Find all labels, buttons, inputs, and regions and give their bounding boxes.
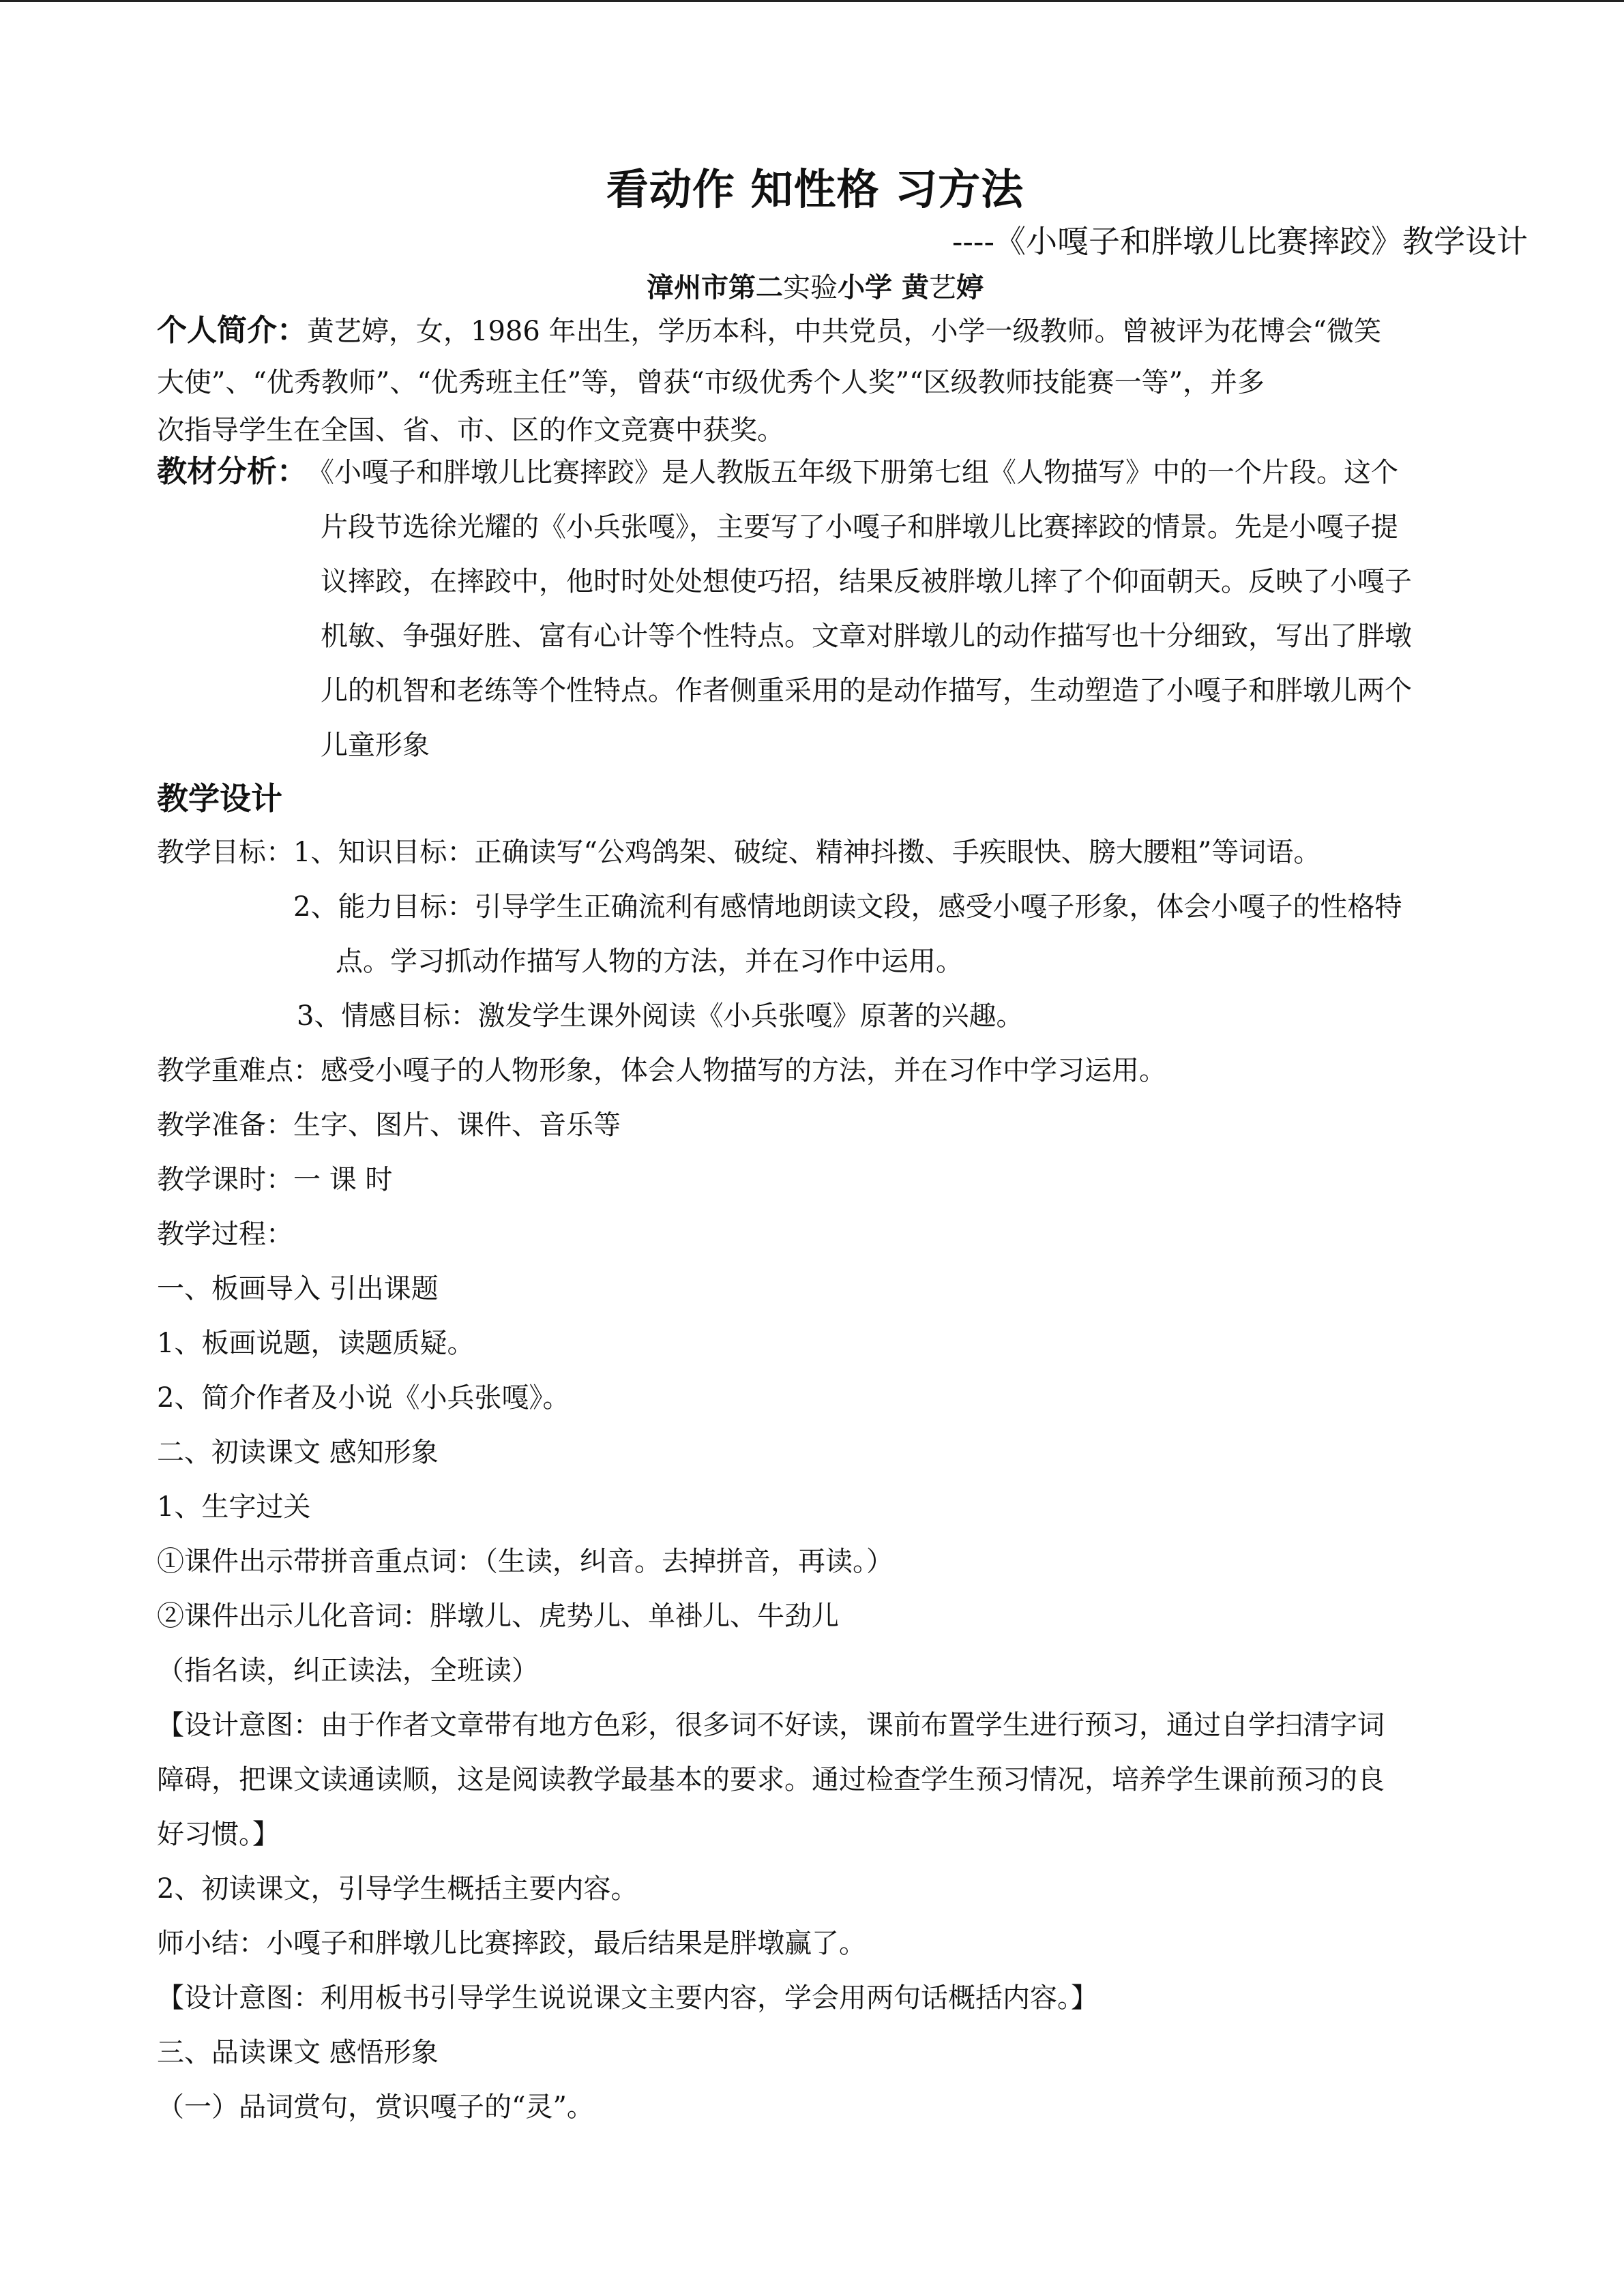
text-line: 【设计意图：利用板书引导学生说说课文主要内容，学会用两句话概括内容。】 — [157, 1982, 1098, 2014]
text-line: 教学重难点：感受小嘎子的人物形象，体会人物描写的方法，并在习作中学习运用。 — [157, 1055, 1166, 1086]
text-line: （指名读，纠正读法，全班读） — [157, 1655, 539, 1686]
design-heading: 教学设计 — [157, 780, 282, 817]
analysis-line: 机敏、争强好胜、富有心计等个性特点。文章对胖墩儿的动作描写也十分细致，写出了胖墩 — [321, 621, 1412, 652]
text-line: 1、生字过关 — [157, 1491, 311, 1523]
bio-section — [157, 303, 1473, 454]
text-line: 教学准备：生字、图片、课件、音乐等 — [157, 1109, 621, 1141]
analysis-line: 儿的机智和老练等个性特点。作者侧重采用的是动作描写，生动塑造了小嘎子和胖墩儿两个 — [321, 675, 1412, 706]
text-line: 三、品读课文 感悟形象 — [157, 2037, 439, 2068]
analysis-line: 片段节选徐光耀的《小兵张嘎》，主要写了小嘎子和胖墩儿比赛摔跤的情景。先是小嘎子提 — [321, 511, 1398, 543]
text-line: 教学课时：一 课 时 — [157, 1164, 393, 1195]
page-top-border — [0, 0, 1624, 2]
author-school-b: 实验 — [783, 272, 838, 303]
goal-line: 点。学习抓动作描写人物的方法，并在习作中运用。 — [336, 946, 963, 977]
text-line: ②课件出示儿化音词：胖墩儿、虎势儿、单褂儿、牛劲儿 — [157, 1600, 839, 1632]
author-name-b: 艺 — [928, 272, 956, 303]
analysis-line — [157, 445, 1473, 500]
text-line: 2、初读课文，引导学生概括主要内容。 — [157, 1873, 638, 1905]
text-line: 障碍，把课文读通读顺，这是阅读教学最基本的要求。通过检查学生预习情况，培养学生课前预习的良 — [157, 1764, 1385, 1795]
goal-line: 3、情感目标：激发学生课外阅读《小兵张嘎》原著的兴趣。 — [297, 1000, 1024, 1032]
text-line: 【设计意图：由于作者文章带有地方色彩，很多词不好读，课前布置学生进行预习，通过自学扫清字词 — [157, 1710, 1385, 1741]
author-name-c: 婷 — [956, 272, 984, 303]
text-line: （一）品词赏句，赏识嘎子的“灵”。 — [157, 2091, 594, 2123]
analysis-line: 儿童形象 — [321, 730, 430, 761]
goals-section — [157, 825, 1473, 1043]
text-line: 二、初读课文 感知形象 — [157, 1437, 439, 1468]
bio-line — [157, 303, 1473, 359]
text-line: 2、简介作者及小说《小兵张嘎》。 — [157, 1382, 570, 1414]
analysis-label: 教材分析： — [157, 454, 307, 489]
text-line: 教学过程： — [157, 1219, 293, 1250]
author-school-a: 漳州市第二 — [647, 272, 784, 303]
text-line: 一、板画导入 引出课题 — [157, 1273, 439, 1304]
text-line: 师小结：小嘎子和胖墩儿比赛摔跤，最后结果是胖墩赢了。 — [157, 1928, 866, 1959]
goal-line: 教学目标：1、知识目标：正确读写“公鸡鸽架、破绽、精神抖擞、手疾眼快、膀大腰粗”等词语。 — [157, 837, 1321, 868]
text-line: 好习惯。】 — [157, 1819, 280, 1850]
bio-text: 黄艺婷，女，1986 年出生，学历本科，中共党员，小学一级教师。曾被评为花博会“微笑 — [307, 316, 1381, 347]
text-line: ①课件出示带拼音重点词：（生读，纠音。去掉拼音，再读。） — [157, 1546, 894, 1577]
analysis-line: 议摔跤，在摔跤中，他时时处处想使巧招，结果反被胖墩儿摔了个仰面朝天。反映了小嘎子 — [321, 566, 1412, 597]
bio-label: 个人简介： — [157, 313, 307, 348]
bio-line: 大使”、“优秀教师”、“优秀班主任”等，曾获“市级优秀个人奖”“区级教师技能赛一等”，并多 — [157, 367, 1265, 398]
goal-line: 2、能力目标：引导学生正确流利有感情地朗读文段，感受小嘎子形象，体会小嘎子的性格特 — [293, 891, 1402, 923]
text-line: 1、板画说题，读题质疑。 — [157, 1328, 475, 1359]
bio-line: 次指导学生在全国、省、市、区的作文竞赛中获奖。 — [157, 415, 784, 446]
process-section — [157, 1043, 1473, 2134]
document-title: 看动作 知性格 习方法 — [606, 164, 1024, 214]
author-line — [157, 266, 1473, 305]
analysis-section — [157, 445, 1473, 773]
author-school-c: 小学 黄 — [838, 272, 929, 303]
analysis-text: 《小嘎子和胖墩儿比赛摔跤》是人教版五年级下册第七组《人物描写》中的一个片段。这个 — [321, 457, 1398, 488]
document-subtitle: ----《小嘎子和胖墩儿比赛摔跤》教学设计 — [951, 223, 1528, 260]
